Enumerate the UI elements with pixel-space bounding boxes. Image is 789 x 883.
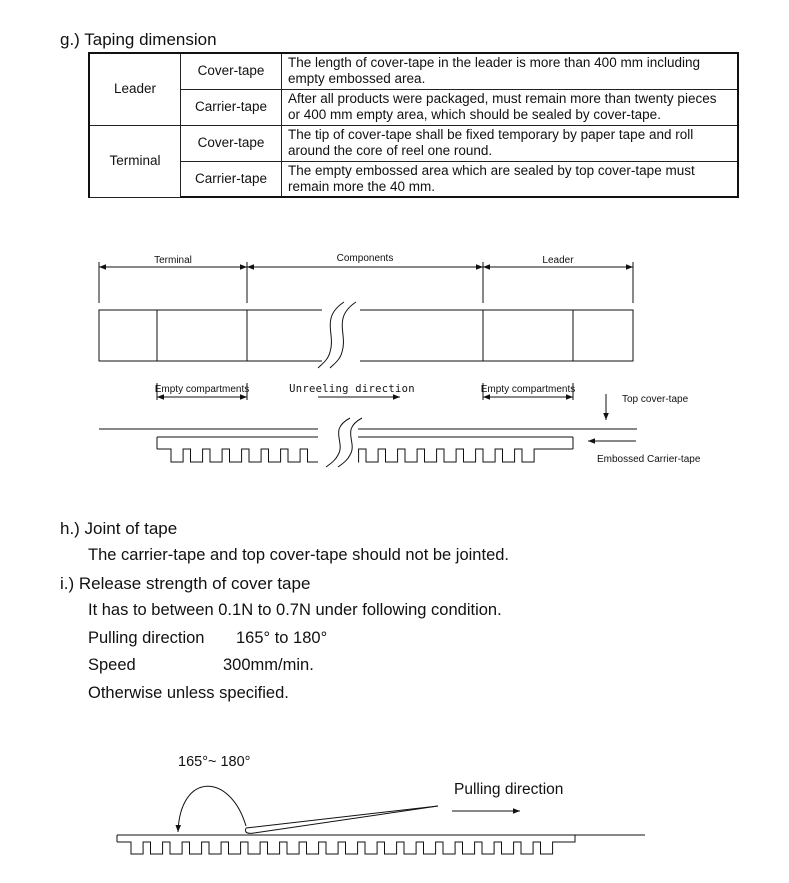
speed-value: 300mm/min. — [223, 656, 314, 674]
description-cell: The empty embossed area which are sealed by top cover-tape must remain more the 40 mm. — [282, 161, 739, 197]
tape-type-cell: Cover-tape — [181, 53, 282, 89]
group-leader-cell: Leader — [89, 53, 181, 125]
terminal-label: Terminal — [154, 255, 192, 266]
leader-label: Leader — [542, 255, 574, 266]
empty-compartments-left-label: Empty compartments — [154, 384, 250, 395]
description-cell: The tip of cover-tape shall be fixed temporary by paper tape and roll around the core of reel one round. — [282, 125, 739, 161]
section-g-heading: g.) Taping dimension — [60, 30, 217, 49]
group-terminal-cell: Terminal — [89, 125, 181, 197]
description-cell: The length of cover-tape in the leader is more than 400 mm including empty embossed area. — [282, 53, 739, 89]
pulling-direction-value: 165° to 180° — [236, 629, 328, 647]
tape-top-view — [99, 310, 633, 361]
pulling-direction-label: Pulling direction — [88, 629, 205, 647]
embossed-carrier-tape-label: Embossed Carrier-tape — [597, 454, 701, 465]
tape-type-cell: Cover-tape — [181, 125, 282, 161]
section-h-heading: h.) Joint of tape — [60, 519, 178, 538]
pulling-direction-label: Pulling direction — [454, 781, 564, 798]
empty-compartments-right-label: Empty compartments — [480, 384, 576, 395]
speed-label: Speed — [88, 656, 136, 674]
tape-type-cell: Carrier-tape — [181, 89, 282, 125]
angle-label: 165°~ 180° — [178, 754, 251, 770]
peel-diagram — [117, 786, 645, 854]
unreeling-direction-label: Unreeling direction — [289, 383, 415, 395]
release-condition-text: It has to between 0.1N to 0.7N under following condition. — [88, 601, 502, 619]
tape-side-view — [99, 429, 637, 462]
components-label: Components — [336, 253, 394, 264]
tape-type-cell: Carrier-tape — [181, 161, 282, 197]
dimension-lines — [99, 262, 633, 303]
section-h-text: The carrier-tape and top cover-tape should not be jointed. — [88, 546, 510, 564]
otherwise-text: Otherwise unless specified. — [88, 684, 289, 702]
section-i-heading: i.) Release strength of cover tape — [60, 574, 311, 593]
description-cell: After all products were packaged, must remain more than twenty pieces or 400 mm empty area, which should be sealed by cover-tape. — [282, 89, 739, 125]
top-cover-tape-label: Top cover-tape — [622, 394, 689, 405]
